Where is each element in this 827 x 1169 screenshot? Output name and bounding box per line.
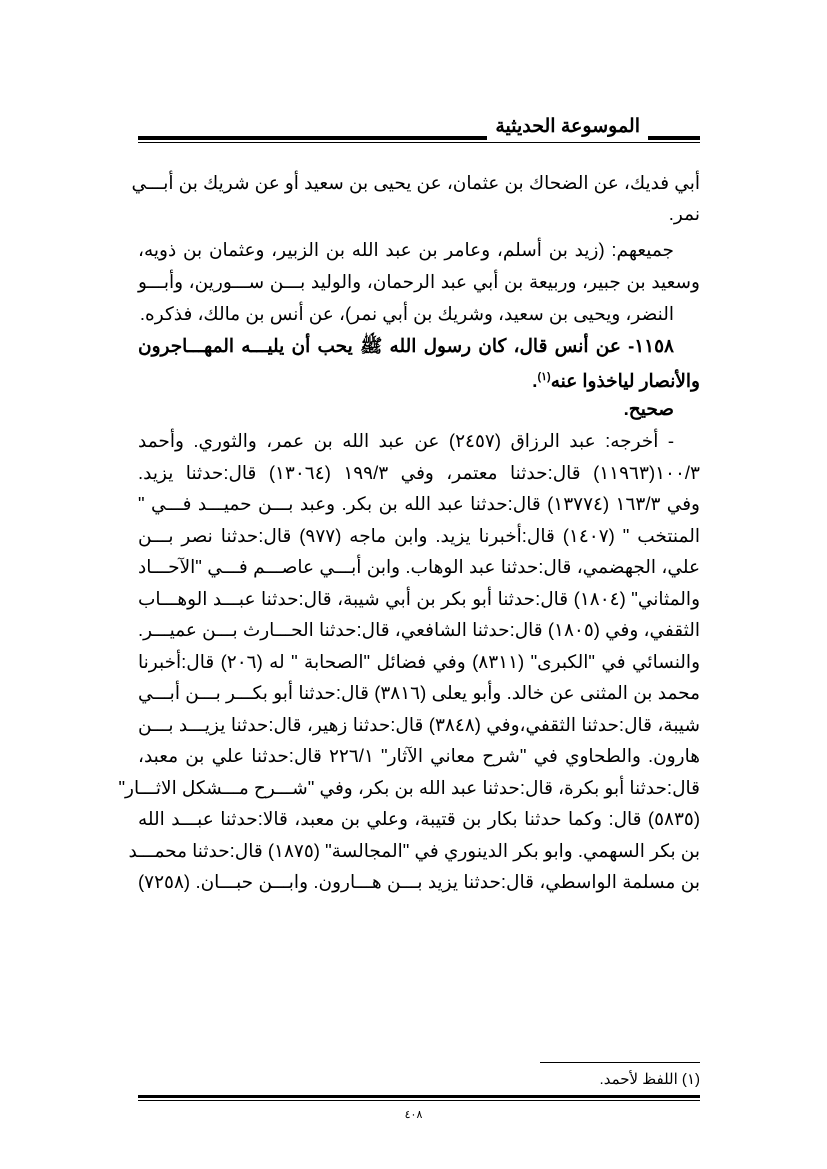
text-line (138, 523, 700, 549)
text-line (138, 806, 700, 832)
text-line (138, 491, 700, 517)
grading (138, 396, 700, 422)
line-text: ١٠٠/٣(١١٩٦٣) قال:حدثنا معتمر، وفي ١٩٩/٣ (١٣٠٦٤) قال:حدثنا يزيد. (138, 461, 700, 483)
footnote-reference[interactable]: (١) (537, 371, 551, 383)
line-text: بن بكر السهمي. وابو بكر الدينوري في "المجالسة" (١٨٧٥) قال:حدثنا محمـــد (128, 839, 700, 861)
text-line (138, 743, 700, 769)
line-text: والنسائي في "الكبرى" (٨٣١١) وفي فضائل "الصحابة " له (٢٠٦) قال:أخبرنا (138, 650, 700, 672)
footer-rule (138, 1095, 700, 1098)
hadith-text (138, 333, 700, 359)
line-text: جميعهم: (زيد بن أسلم، وعامر بن عبد الله بن الزبير، وعثمان بن ذويه، (138, 239, 674, 260)
footnote: (١) اللفظ لأحمد. (599, 1071, 700, 1088)
text-line (138, 586, 700, 612)
text-line (138, 460, 700, 486)
text-line (138, 269, 700, 295)
text-line (128, 838, 700, 864)
footnote-separator (540, 1062, 700, 1063)
line-text: نمر. (668, 203, 700, 224)
text-line (138, 364, 700, 394)
line-text: (٥٨٣٥) قال: وكما حدثنا بكار بن قتيبة، وعلي بن معبد، قالا:حدثنا عبـــد الله (138, 808, 700, 829)
text-line (138, 680, 700, 706)
line-text: ١١٥٨- عن أنس قال، كان رسول الله ﷺ يحب أن يليـــه المهـــاجرون (138, 335, 674, 356)
text-line (131, 170, 700, 196)
text-line (138, 712, 700, 738)
text-line (138, 201, 700, 227)
header-title: الموسوعة الحديثية (487, 112, 648, 142)
text-line (138, 649, 700, 675)
line-text: الثقفي، وفي (١٨٠٥) قال:حدثنا الشافعي، قال:حدثنا الحـــارث بـــن عميـــر. (138, 619, 701, 640)
text-line (138, 554, 700, 580)
line-text: شيبة، قال:حدثنا الثقفي،وفي (٣٨٤٨) قال:حدثنا زهير، قال:حدثنا يزيـــد بـــن (138, 713, 700, 735)
text-line (138, 237, 700, 263)
line-text: المنتخب " (١٤٠٧) قال:أخبرنا يزيد. وابن ماجه (٩٧٧) قال:حدثنا نصر بـــن (138, 524, 700, 546)
line-text: والأنصار لياخذوا عنه (550, 370, 700, 392)
line-text: - أخرجه: عبد الرزاق (٢٤٥٧) عن عبد الله بن عمر، والثوري. وأحمد (138, 430, 674, 451)
line-end: . (532, 370, 538, 392)
footer-rule-thin (138, 1100, 700, 1101)
line-text: صحيح. (623, 398, 674, 419)
line-text: بن مسلمة الواسطي، قال:حدثنا يزيد بـــن هـــارون. وابـــن حبـــان. (٧٢٥٨) (138, 871, 700, 892)
header-rule-thin (138, 142, 700, 143)
line-text: أبي فديك، عن الضحاك بن عثمان، عن يحيى بن سعيد أو عن شريك بن أبـــي (131, 172, 700, 193)
line-text: محمد بن المثنى عن خالد. وأبو يعلى (٣٨١٦) قال:حدثنا أبو بكـــر بـــن أبـــي (138, 682, 701, 703)
header-rule-right (662, 136, 700, 140)
text-line (138, 869, 700, 895)
running-header (138, 112, 700, 142)
line-text: النضر، ويحيى بن سعيد، وشريك بن أبي نمر)، عن أنس بن مالك، فذكره. (139, 303, 674, 324)
line-text: والمثاني" (١٨٠٤) قال:حدثنا أبو بكر بن أبي شيبة، قال:حدثنا عبـــد الوهـــاب (138, 587, 701, 609)
text-line (138, 301, 700, 327)
line-text: علي، الجهضمي، قال:حدثنا عبد الوهاب. وابن أبـــي عاصـــم فـــي "الآحـــاد (138, 556, 700, 577)
line-text: هارون. والطحاوي في "شرح معاني الآثار" ٢٢٦/١ قال:حدثنا علي بن معبد، (138, 745, 700, 766)
line-text: قال:حدثنا أبو بكرة، قال:حدثنا عبد الله بن بكر، وفي "شـــرح مـــشكل الاثـــار" (118, 776, 700, 798)
text-line (118, 775, 700, 801)
text-line (138, 428, 700, 454)
line-text: وفي ١٦٣/٣ (١٣٧٧٤) قال:حدثنا عبد الله بن بكر. وعبد بـــن حميـــد فـــي " (138, 493, 700, 514)
line-text: وسعيد بن جبير، وربيعة بن أبي عبد الرحمان، والوليد بـــن ســـورين، وأبـــو (138, 271, 700, 292)
page-number: ٤٠٨ (404, 1109, 423, 1121)
text-line (138, 617, 700, 643)
